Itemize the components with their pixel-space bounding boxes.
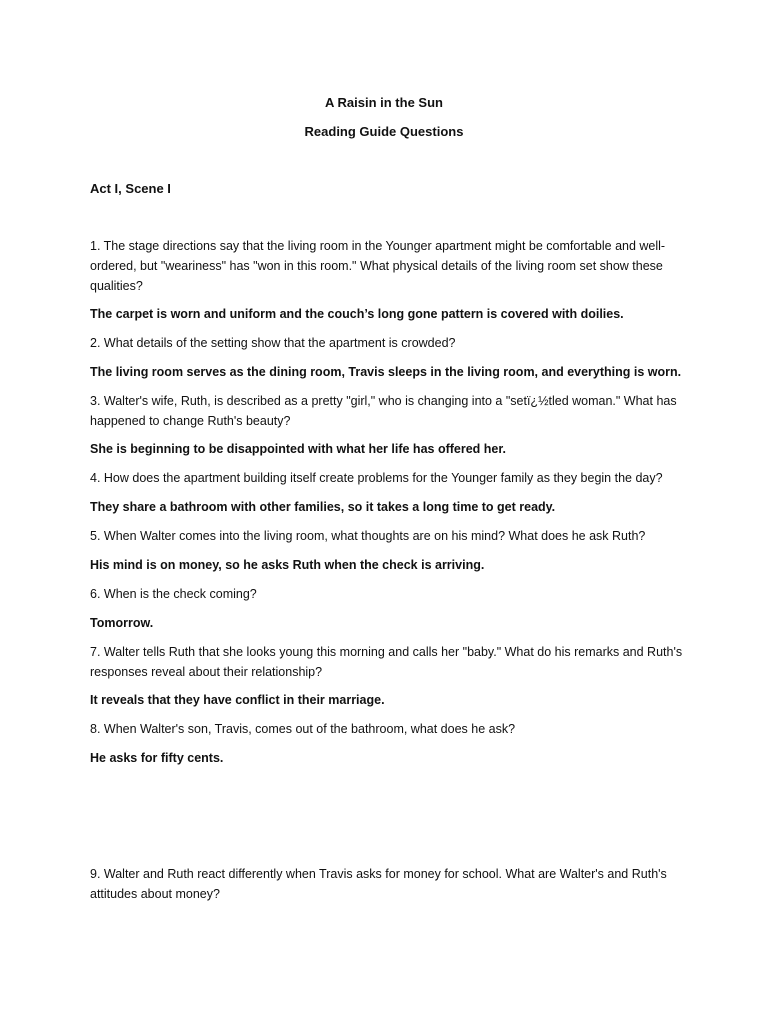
answer-4: They share a bathroom with other families, so it takes a long time to get ready. (90, 500, 556, 514)
document-title: A Raisin in the Sun (325, 95, 443, 110)
answer-6: Tomorrow. (90, 616, 154, 630)
answer-1: The carpet is worn and uniform and the couch’s long gone pattern is covered with doilies. (90, 307, 624, 321)
answer-5: His mind is on money, so he asks Ruth when the check is arriving. (90, 558, 485, 572)
answer-2: The living room serves as the dining room, Travis sleeps in the living room, and everything is worn. (90, 365, 682, 379)
question-7: 7. Walter tells Ruth that she looks young this morning and calls her "baby." What do his remarks and Ruth's responses reveal about their relationship? (90, 645, 683, 679)
answer-7: It reveals that they have conflict in their marriage. (90, 693, 385, 707)
question-6: 6. When is the check coming? (90, 587, 257, 601)
question-4: 4. How does the apartment building itself create problems for the Younger family as they begin the day? (90, 471, 663, 485)
question-5: 5. When Walter comes into the living room, what thoughts are on his mind? What does he ask Ruth? (90, 529, 646, 543)
question-1: 1. The stage directions say that the living room in the Younger apartment might be comfortable and well-ordered, but "weariness" has "won in this room." What physical details of the living room set show these qualities? (90, 239, 666, 293)
question-8: 8. When Walter's son, Travis, comes out of the bathroom, what does he ask? (90, 722, 516, 736)
question-9: 9. Walter and Ruth react differently when Travis asks for money for school. What are Walter's and Ruth's attitudes about money? (90, 867, 667, 901)
document-subtitle: Reading Guide Questions (304, 124, 464, 139)
question-3: 3. Walter's wife, Ruth, is described as a pretty "girl," who is changing into a "setï¿½tled woman." What has happened to change Ruth's beauty? (90, 394, 677, 428)
answer-3: She is beginning to be disappointed with what her life has offered her. (90, 442, 507, 456)
answer-8: He asks for fifty cents. (90, 751, 224, 765)
question-2: 2. What details of the setting show that the apartment is crowded? (90, 336, 456, 350)
section-heading: Act I, Scene I (90, 181, 171, 196)
